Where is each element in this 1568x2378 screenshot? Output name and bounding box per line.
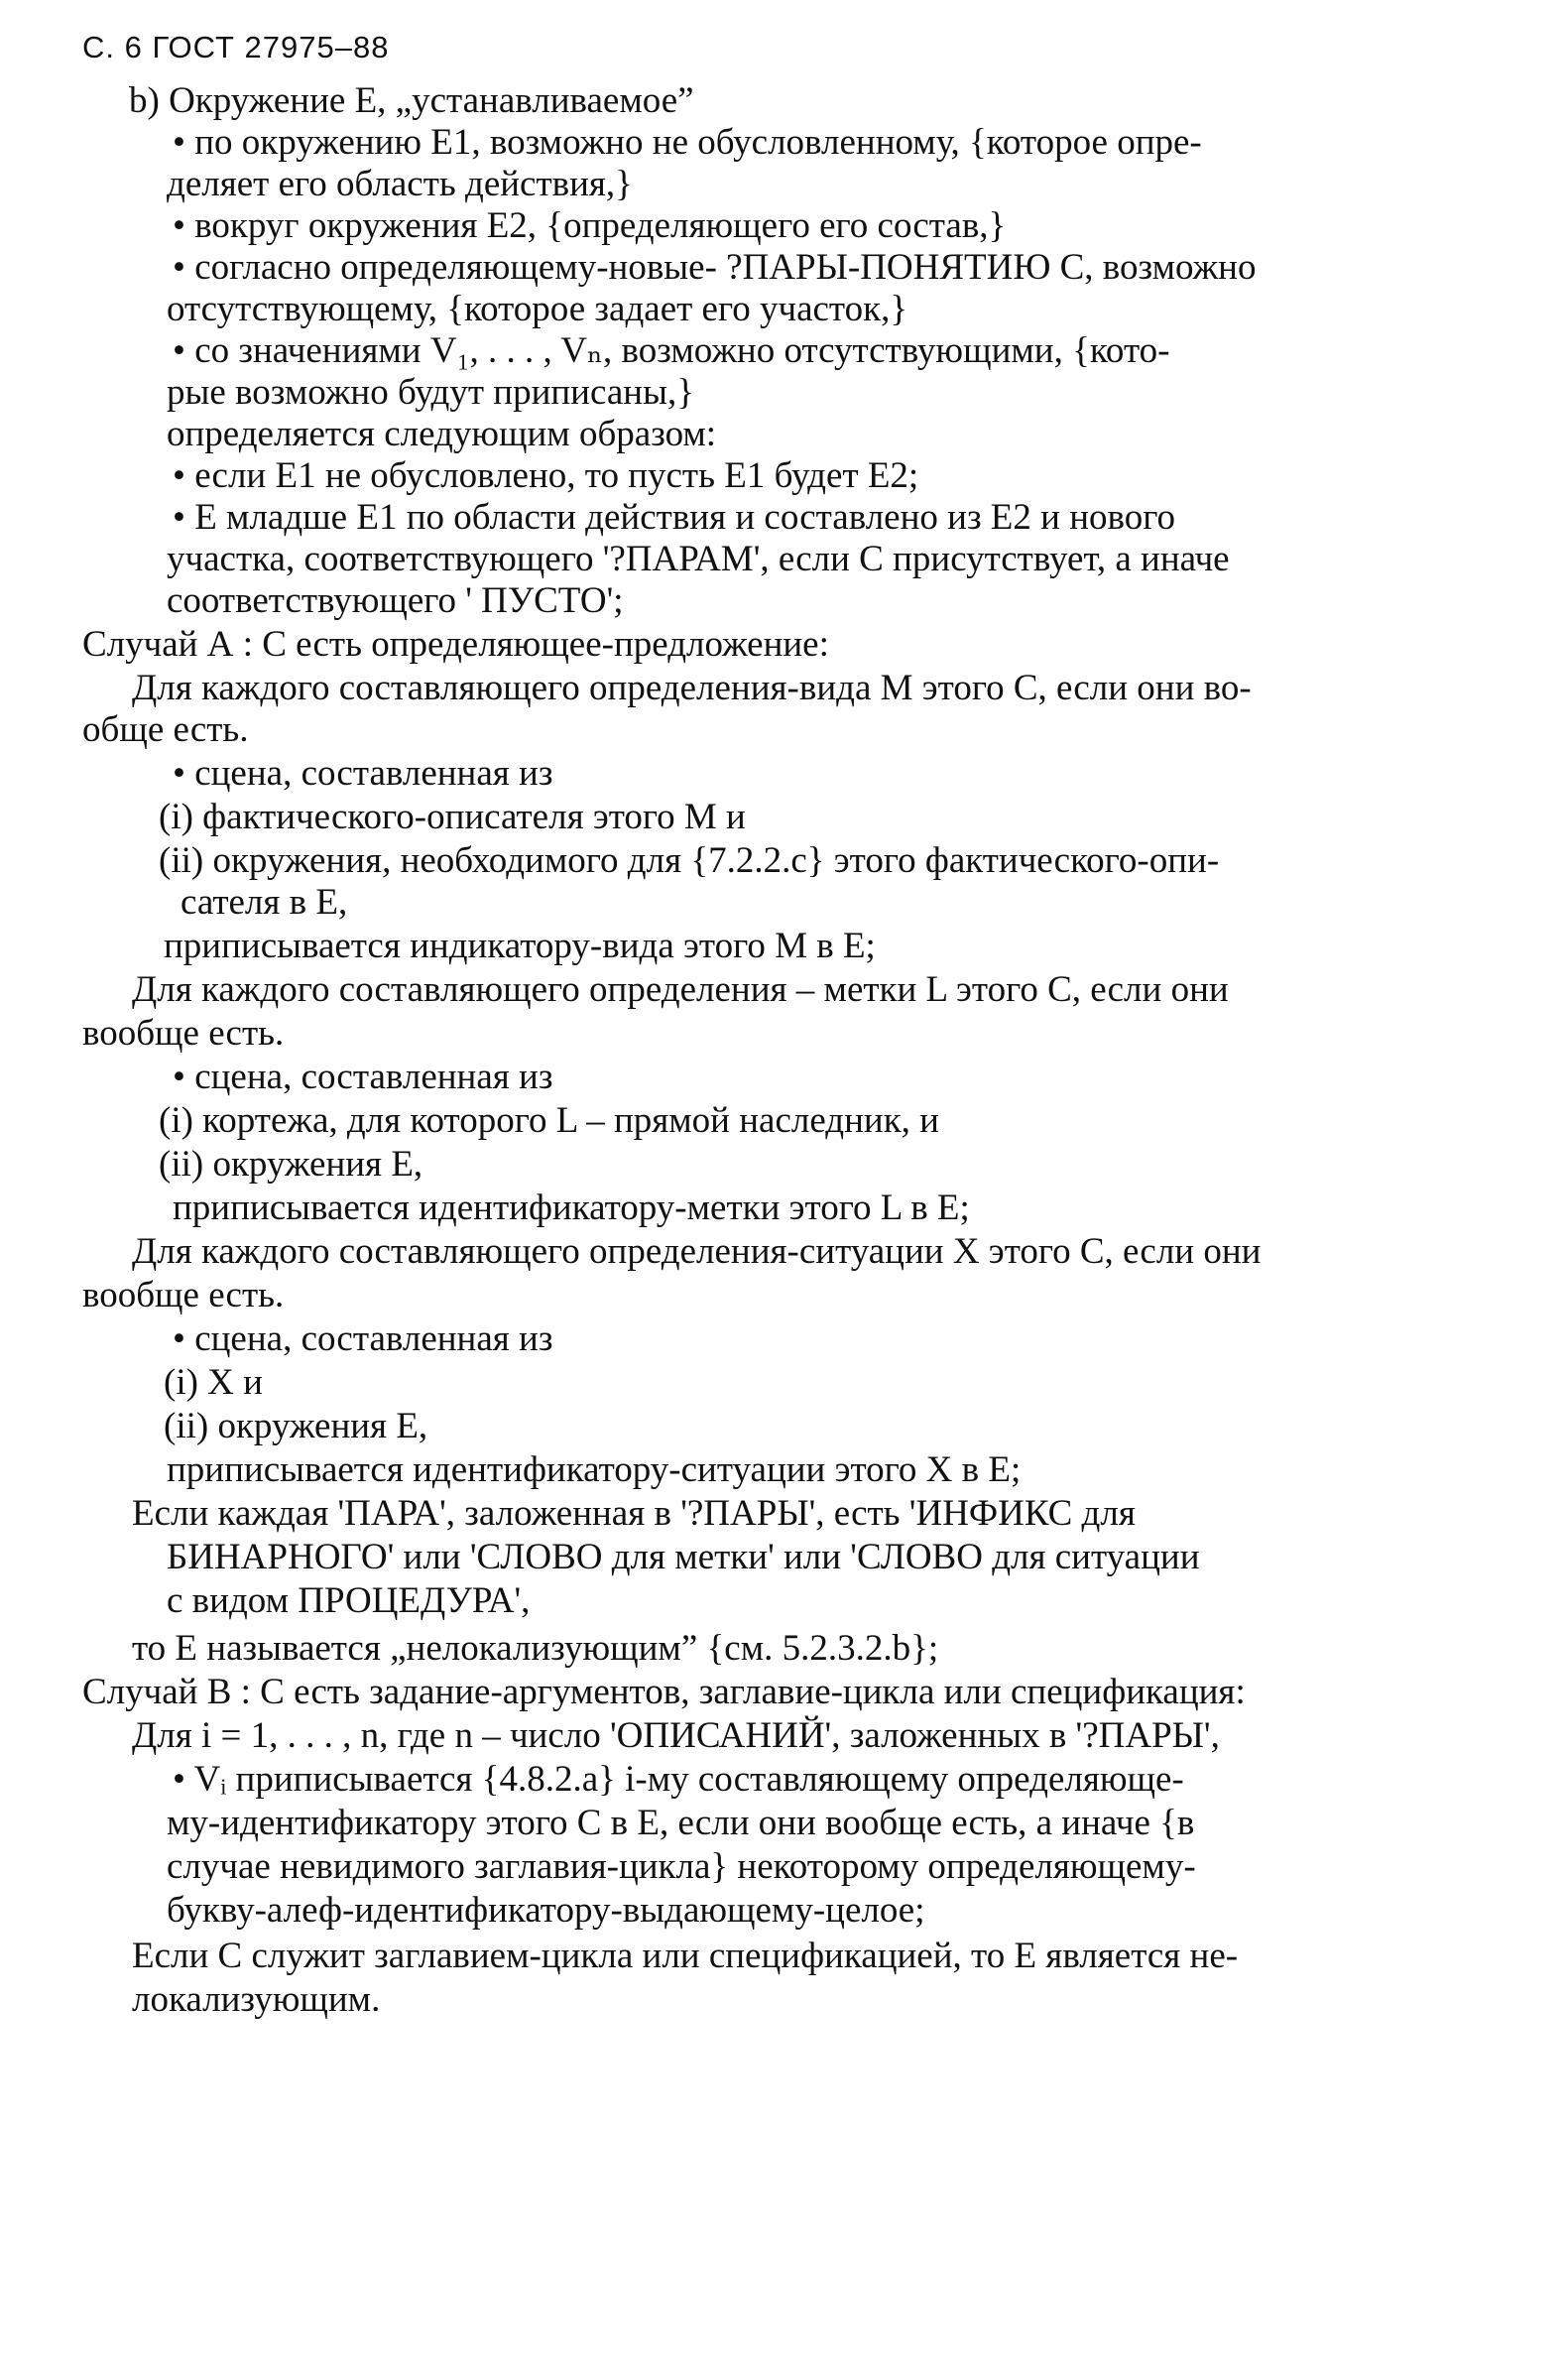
text-line: (i) фактического-описателя этого М и [159,797,746,837]
text-line: букву-алеф-идентификатору-выдающему-целое; [167,1890,925,1931]
text-line: • Е младше Е1 по области действия и составлено из Е2 и нового [173,497,1175,538]
text-line: обще есть. [82,709,249,750]
text-line: то Е называется „нелокализующим” {см. 5.2.3.2.b}; [132,1628,939,1669]
text-line: (ii) окружения Е, [159,1144,423,1185]
text-line: участка, соответствующего '?ПАРАМ', если С присутствует, а иначе [167,539,1230,579]
text-line: Для i = 1, . . . , n, где n – число 'ОПИСАНИЙ', заложенных в '?ПАРЫ', [132,1715,1220,1756]
text-line: b) Окружение Е, „устанавливаемое” [129,80,694,121]
text-line: • вокруг окружения Е2, {определяющего его состав,} [173,205,1007,246]
text-line: му-идентификатору этого С в Е, если они вообще есть, а иначе {в [167,1803,1195,1843]
text-line: • согласно определяющему-новые- ?ПАРЫ-ПОНЯТИЮ С, возможно [173,247,1257,288]
text-line: • Vᵢ приписывается {4.8.2.a} i-му составляющему определяюще- [173,1759,1184,1800]
text-line: деляет его область действия,} [167,164,633,204]
text-line: случае невидимого заглавия-цикла} некоторому определяющему- [167,1846,1196,1887]
text-line: отсутствующему, {которое задает его участок,} [167,289,908,329]
text-line: приписывается идентификатору-ситуации этого Х в Е; [167,1449,1022,1490]
text-line: приписывается индикатору-вида этого М в Е; [164,926,876,966]
text-line: соответствующего ' ПУСТО'; [167,580,624,621]
text-line: • сцена, составленная из [173,1057,553,1097]
text-line: вообще есть. [82,1275,285,1315]
text-line: вообще есть. [82,1013,285,1054]
text-line: Случай В : С есть задание-аргументов, заглавие-цикла или спецификация: [82,1672,1246,1712]
text-line: Если С служит заглавием-цикла или спецификацией, то Е является не- [132,1936,1239,1976]
text-line: Для каждого составляющего определения-вида М этого С, если они во- [132,668,1252,708]
text-line: с видом ПРОЦЕДУРА', [167,1580,531,1621]
text-line: Для каждого составляющего определения – метки L этого С, если они [132,969,1229,1010]
text-line: (i) кортежа, для которого L – прямой наследник, и [159,1100,939,1141]
text-line: определяется следующим образом: [167,414,717,454]
text-line: приписывается идентификатору-метки этого L в Е; [173,1188,970,1228]
text-line: • если Е1 не обусловлено, то пусть Е1 будет Е2; [173,455,919,496]
text-line: Для каждого составляющего определения-ситуации Х этого С, если они [132,1231,1262,1272]
page-header: С. 6 ГОСТ 27975–88 [82,30,390,64]
text-line: • сцена, составленная из [173,1318,553,1359]
text-line: (ii) окружения, необходимого для {7.2.2.c} этого фактического-опи- [159,840,1220,881]
text-line: БИНАРНОГО' или 'СЛОВО для метки' или 'СЛОВО для ситуации [167,1537,1200,1577]
text-line: (ii) окружения Е, [164,1406,428,1446]
text-line: сателя в Е, [181,882,348,923]
text-line: локализующим. [132,1979,381,2020]
text-line: рые возможно будут приписаны,} [167,372,694,413]
text-line: Случай А : С есть определяющее-предложение: [82,624,829,665]
text-line: • со значениями V₁, . . . , Vₙ, возможно отсутствующими, {кото- [173,330,1170,371]
text-line: • по окружению Е1, возможно не обусловленному, {которое опре- [173,122,1202,163]
text-line: • сцена, составленная из [173,753,553,794]
text-line: Если каждая 'ПАРА', заложенная в '?ПАРЫ', есть 'ИНФИКС для [132,1493,1136,1534]
text-line: (i) Х и [164,1362,263,1403]
